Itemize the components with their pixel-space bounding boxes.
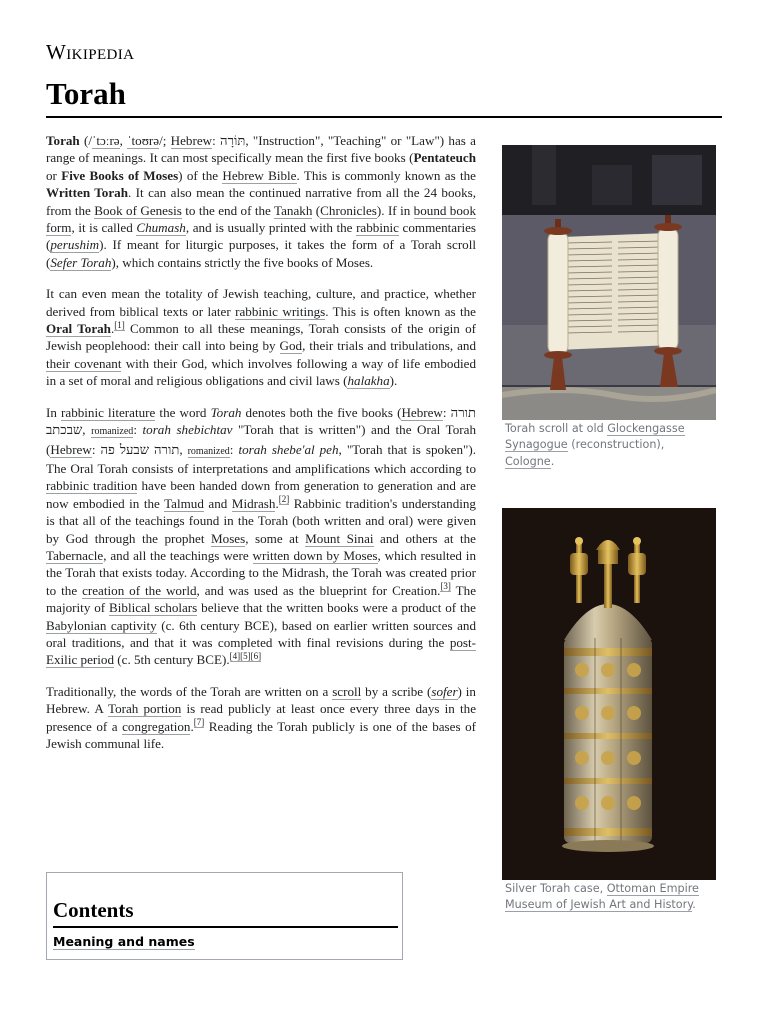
text-run: Reading the Torah publicly is one of the bases of Jewish communal life. [46,718,477,751]
text-run: , and was used as the blueprint for Creation. [196,582,441,598]
inline-link[interactable]: post-Exilic period [46,634,476,668]
inline-link[interactable]: bound book form [46,202,476,236]
inline-link[interactable]: romanized [187,445,230,457]
torah-scroll-image[interactable] [502,145,716,420]
text-run: : תורה שבעל פה, [91,441,188,457]
text-run: ) in Hebrew. A [46,683,476,717]
text-run: torah shebichtav [142,422,233,438]
text-run: Pentateuch [413,150,476,166]
inline-link[interactable]: ˈtɔːrə [92,133,120,148]
inline-link[interactable]: Chumash [136,220,186,236]
citation-link[interactable]: [6] [250,651,262,662]
inline-link[interactable]: Oral Torah [46,321,111,337]
inline-link[interactable]: Moses [211,530,246,546]
inline-link[interactable]: Tanakh [274,202,313,218]
text-run: (c. 5th century BCE). [114,652,230,668]
text-run: denotes both the five books ( [241,404,402,420]
text-run: and [203,495,232,511]
text-run: Five Books of Moses [61,167,179,183]
paragraph-tradition [46,683,476,753]
caption-torah-scroll [505,421,717,470]
inline-link[interactable]: rabbinic literature [61,404,156,420]
text-run: by a scribe ( [361,683,432,699]
toc-item-meaning-and-names[interactable] [53,934,195,949]
text-run: to the end of the [181,202,275,218]
inline-link[interactable]: Hebrew [50,441,92,457]
inline-link[interactable]: scroll [332,683,362,699]
text-run: : תּוֹרָה, "Instruction", "Teaching" or "Law") has a range of meanings. It can most specifically mean the first five books ( [46,133,476,166]
silver-torah-case-image[interactable] [502,508,716,880]
inline-link[interactable]: halakha [347,373,390,389]
inline-link[interactable]: Tabernacle [46,547,104,563]
text-run: ). If in [376,202,414,218]
inline-link[interactable]: Chronicles [320,202,377,218]
inline-link[interactable]: Torah portion [107,701,182,717]
text-run: Torah [210,404,242,420]
text-run: , which resulted in the Torah that exists today. According to the Midrash, the Torah was created prior to the [46,547,476,598]
inline-link[interactable]: creation of the world [82,582,197,598]
text-run: . [110,321,115,337]
citation-link[interactable]: [4] [229,651,241,662]
page-title: Torah [46,76,126,111]
toc-title: Contents [53,898,134,922]
toc-divider [53,926,398,928]
text-run: have been handed down from generation to generation and are now embodied in the [46,478,476,511]
text-run: Written Torah [46,185,128,201]
inline-link[interactable]: Babylonian captivity [46,617,157,633]
text-run: with their God, which involves following a way of life embodied in a set of moral and religious obligations and civil laws ( [46,355,476,389]
inline-link[interactable]: Midrash [231,495,276,511]
text-run: believe that the written books were a product of the [197,600,476,616]
inline-link[interactable]: Book of Genesis [94,202,182,218]
text-run: torah shebe'al peh [238,441,339,457]
text-run: , and all the teachings were [103,547,253,563]
inline-link[interactable]: Ottoman Empire [606,882,699,895]
inline-link[interactable]: romanized [91,426,134,438]
inline-link[interactable]: Glockengasse Synagogue [505,422,685,452]
text-run: . [692,898,696,912]
inline-link[interactable]: their covenant [46,355,122,371]
inline-link[interactable]: rabbinic writings [235,303,326,319]
text-run: . [190,718,194,734]
inline-link[interactable]: Hebrew [170,133,213,148]
inline-link[interactable]: written down by Moses [252,547,378,563]
paragraph-oral-torah [46,285,476,389]
text-run: the word [155,404,211,420]
citation-link[interactable]: [3] [440,581,451,592]
table-of-contents [46,872,403,960]
text-run: and others at the [373,530,476,546]
text-run: Silver Torah case, [505,882,607,895]
text-run: Rabbinic tradition's understanding is that all of the teachings found in the Torah (both written and oral) were given by God through the prophet [46,495,476,546]
text-run: commentaries ( [46,220,476,253]
wordmark-text: Wikipedia [46,40,135,64]
text-run: . This is often known as the [325,303,476,319]
caption-silver-torah-case [505,881,717,914]
inline-link[interactable]: Mount Sinai [305,530,374,546]
text-run: (/ [79,133,92,148]
inline-link[interactable]: Museum of Jewish Art and History [505,898,693,912]
inline-link[interactable]: rabbinic tradition [46,478,138,494]
text-run: , their trials and tribulations, and [302,338,477,354]
paragraph-rabbinic [46,404,476,669]
inline-link[interactable]: sofer [431,683,458,699]
text-run: "Torah that is written") and the Oral Torah ( [46,422,476,457]
text-run: Traditionally, the words of the Torah are written on a [46,683,333,699]
text-run: : תורה שבכתב, [46,404,476,438]
text-run: Torah [46,133,80,148]
text-run: . This is commonly known as the [296,167,476,183]
text-run: It can even mean the totality of Jewish teaching, culture, and practice, whether derived from biblical texts or later [46,286,476,319]
text-run: or [46,167,62,183]
text-run: Common to all these meanings, Torah consists of the origin of Jewish peoplehood: their call into being by [46,321,477,354]
text-run: , and is usually printed with the [185,220,357,236]
text-run: (c. 6th century BCE), based on earlier written sources and oral traditions, and that it was completed with final revisions during the [46,617,476,650]
text-run: ). [389,373,398,389]
text-run: ( [312,202,321,218]
inline-link[interactable]: God [279,338,303,354]
text-run: ) of the [178,167,223,183]
inline-link[interactable]: Hebrew Bible [222,167,297,183]
text-run: , it is called [71,220,137,236]
text-run: (reconstruction), [567,438,665,452]
citation-link[interactable]: [1] [114,319,125,330]
paragraph-intro [46,132,476,271]
text-run: , "Torah that is spoken"). The Oral Torah consists of interpretations and amplifications which according to [46,441,476,476]
article-body [46,132,476,766]
text-run: The majority of [46,582,477,616]
inline-link[interactable]: rabbinic [356,220,399,236]
citation-link[interactable]: [5] [240,651,251,662]
text-run: , some at [245,530,306,546]
inline-link[interactable]: Hebrew [401,404,443,420]
citation-link[interactable]: [7] [193,717,205,728]
text-run: Torah scroll at old [505,422,608,435]
citation-link[interactable]: [2] [278,494,290,505]
inline-link[interactable]: congregation [122,718,191,734]
text-run: . [550,454,555,468]
text-run: . It can also mean the continued narrative from all the 24 books, from the [46,185,476,218]
text-run: ), which contains strictly the five books of Moses. [111,254,374,270]
toc-item-label: Meaning and names [53,934,195,949]
wikipedia-wordmark[interactable] [46,40,134,65]
title-divider [46,116,722,118]
text-run: : [229,441,239,457]
text-run: ). If meant for liturgic purposes, it takes the form of a Torah scroll ( [46,237,476,270]
inline-link[interactable]: Biblical scholars [109,600,198,616]
text-run: In [46,404,62,420]
text-run: , [119,133,128,148]
inline-link[interactable]: perushim [50,237,100,253]
inline-link[interactable]: Talmud [164,495,204,511]
text-run: : [133,422,143,438]
text-run: is read publicly at least once every three days in the presence of a [46,701,476,734]
text-run: /; [159,133,171,148]
inline-link[interactable]: Sefer Torah [50,254,112,270]
inline-link[interactable]: Cologne [505,454,551,468]
inline-link[interactable]: ˈtoʊrə [127,133,160,148]
text-run: . [275,495,279,511]
